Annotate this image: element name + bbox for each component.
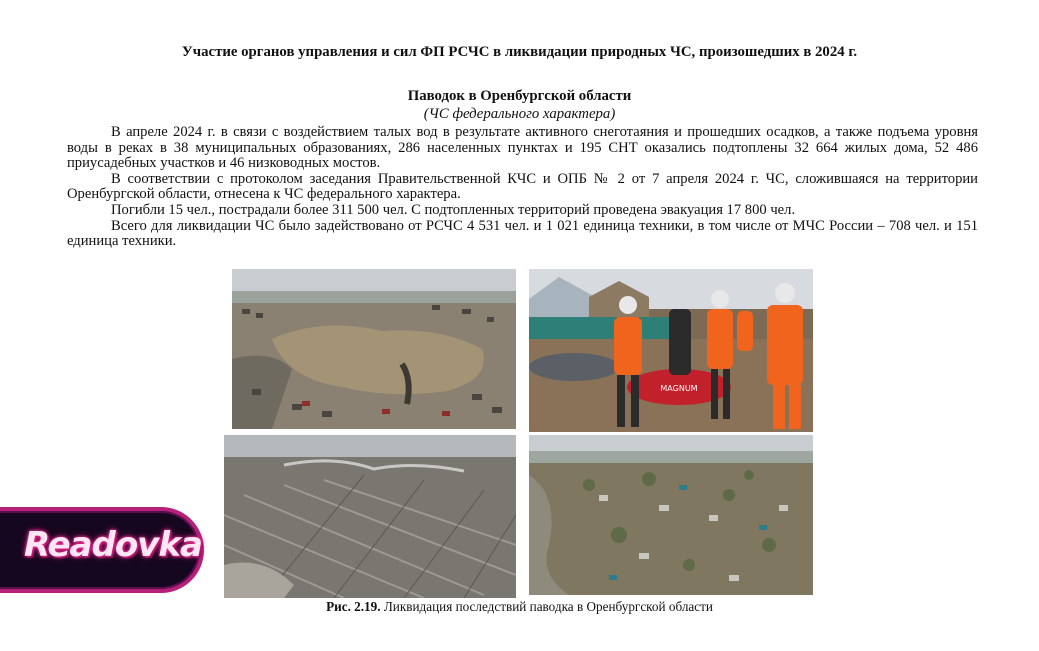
page-title: Участие органов управления и сил ФП РСЧС в ликвидации природных ЧС, произошедших в 2024 г. bbox=[181, 44, 858, 60]
photo-aerial-flood-town bbox=[232, 269, 516, 429]
paragraph-2: В соответствии с протоколом заседания Правительственной КЧС и ОПБ № 2 от 7 апреля 2024 г. ЧС, сложившаяся на территории Оренбургской области, отнесена к ЧС федерального характера. bbox=[67, 170, 978, 203]
photo-rescuers-boat bbox=[529, 269, 813, 432]
section-subtitle: (ЧС федерального характера) bbox=[423, 106, 616, 122]
section-title: Паводок в Оренбургской области bbox=[407, 88, 632, 104]
readovka-watermark-logo bbox=[0, 507, 204, 593]
caption-label: Рис. 2.19. bbox=[326, 599, 381, 614]
photo-aerial-flood-grid bbox=[224, 435, 516, 598]
logo-text: Readovka bbox=[24, 525, 202, 565]
body-text bbox=[67, 125, 978, 250]
figure-caption bbox=[0, 599, 1039, 615]
paragraph-4: Всего для ликвидации ЧС было задействовано от РСЧС 4 531 чел. и 1 021 единица техники, в том числе от МЧС России – 708 чел. и 151 единица техники. bbox=[67, 217, 978, 250]
paragraph-3: Погибли 15 чел., пострадали более 311 500 чел. С подтопленных территорий проведена эвакуация 17 800 чел. bbox=[111, 201, 796, 218]
boat-label: MAGNUM bbox=[660, 384, 698, 393]
paragraph-1: В апреле 2024 г. в связи с воздействием талых вод в результате активного снеготаяния и прошедших осадков, а также подъема уровня воды в реках в 38 муниципальных образованиях, 286 населенных пунктах и 195 СНТ оказались подтоплены 32 664 жилых дома, 52 486 приусадебных участков и 46 низководных мостов. bbox=[67, 124, 978, 172]
caption-text: Ликвидация последствий паводка в Оренбургской области bbox=[380, 599, 713, 614]
photo-aerial-flood-village bbox=[529, 435, 813, 595]
